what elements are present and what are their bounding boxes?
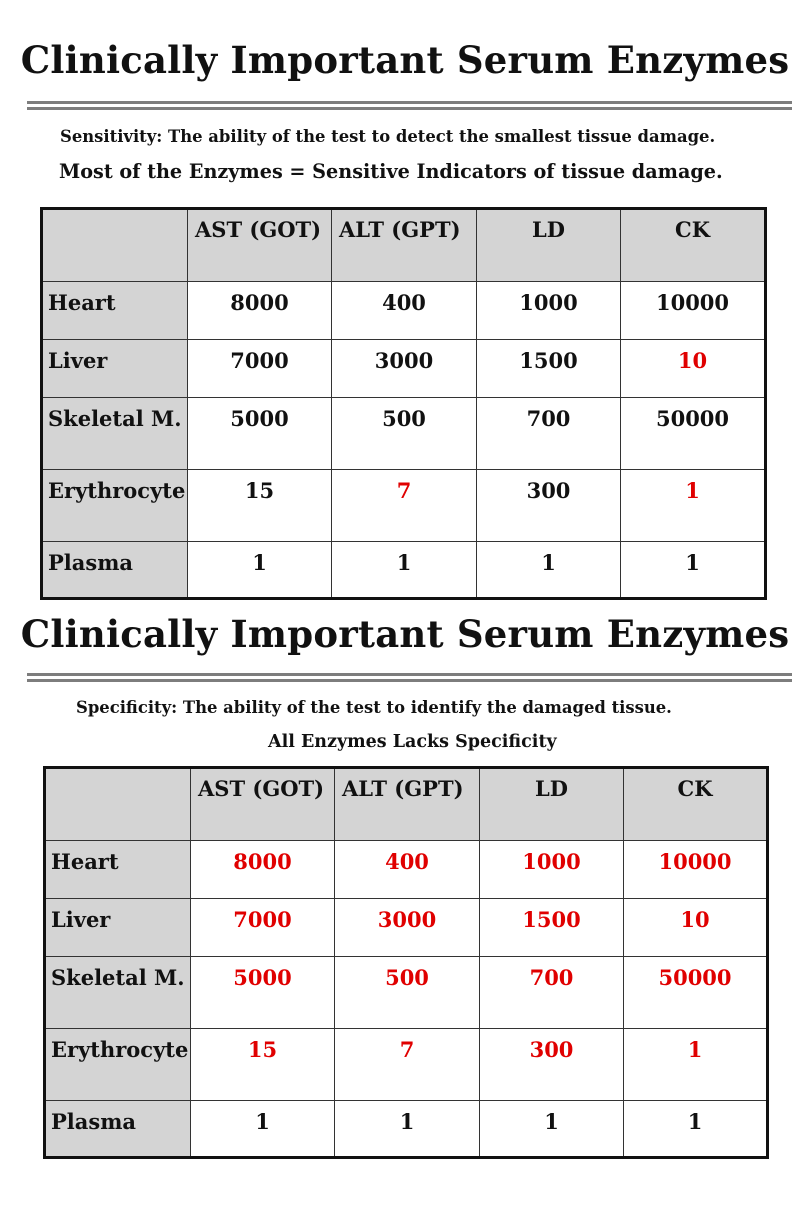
section1-sensitivity-definition: Sensitivity: The ability of the test to detect the smallest tissue damage.: [60, 127, 716, 146]
row-label-erythrocyte: Erythrocyte: [45, 1029, 191, 1101]
table-row: [45, 1101, 768, 1158]
value-cell: 700: [480, 957, 624, 1029]
value-cell: 10000: [624, 841, 768, 899]
value-cell: 10: [621, 340, 766, 398]
value-cell: 3000: [332, 340, 477, 398]
column-header-ast: AST (GOT): [188, 209, 332, 282]
section2-specificity-note: All Enzymes Lacks Specificity: [268, 732, 557, 752]
value-cell: 1: [621, 542, 766, 599]
value-cell: 1000: [480, 841, 624, 899]
table-header-row: [45, 768, 768, 841]
column-header-ld: LD: [477, 209, 621, 282]
section1-sensitivity-note: Most of the Enzymes = Sensitive Indicators of tissue damage.: [59, 160, 723, 183]
table-row: [45, 957, 768, 1029]
row-label-plasma: Plasma: [42, 542, 188, 599]
value-cell: 1: [191, 1101, 335, 1158]
value-cell: 50000: [624, 957, 768, 1029]
table-row: [42, 282, 766, 340]
table-corner-cell: [45, 768, 191, 841]
row-label-liver: Liver: [42, 340, 188, 398]
value-cell: 300: [477, 470, 621, 542]
column-header-ck: CK: [621, 209, 766, 282]
row-label-plasma: Plasma: [45, 1101, 191, 1158]
section1-divider: [27, 101, 792, 110]
table-row: [42, 398, 766, 470]
table-header-row: [42, 209, 766, 282]
value-cell: 1: [480, 1101, 624, 1158]
value-cell: 400: [335, 841, 480, 899]
section2-enzyme-table: [43, 766, 769, 1159]
value-cell: 3000: [335, 899, 480, 957]
row-label-skeletal-muscle: Skeletal M.: [42, 398, 188, 470]
row-label-heart: Heart: [42, 282, 188, 340]
value-cell: 1: [624, 1029, 768, 1101]
value-cell: 1: [332, 542, 477, 599]
value-cell: 1500: [477, 340, 621, 398]
table-row: [45, 899, 768, 957]
section2-specificity-definition: Specificity: The ability of the test to identify the damaged tissue.: [76, 698, 672, 717]
value-cell: 7000: [188, 340, 332, 398]
value-cell: 500: [332, 398, 477, 470]
value-cell: 15: [191, 1029, 335, 1101]
value-cell: 1500: [480, 899, 624, 957]
value-cell: 400: [332, 282, 477, 340]
value-cell: 1: [477, 542, 621, 599]
value-cell: 500: [335, 957, 480, 1029]
value-cell: 8000: [188, 282, 332, 340]
value-cell: 700: [477, 398, 621, 470]
value-cell: 8000: [191, 841, 335, 899]
row-label-skeletal-muscle: Skeletal M.: [45, 957, 191, 1029]
section2-divider: [27, 673, 792, 682]
value-cell: 10: [624, 899, 768, 957]
row-label-erythrocyte: Erythrocyte: [42, 470, 188, 542]
value-cell: 1000: [477, 282, 621, 340]
column-header-alt: ALT (GPT): [332, 209, 477, 282]
column-header-ld: LD: [480, 768, 624, 841]
value-cell: 7: [332, 470, 477, 542]
column-header-ck: CK: [624, 768, 768, 841]
table-row: [45, 841, 768, 899]
section1-title: Clinically Important Serum Enzymes: [20, 38, 790, 82]
value-cell: 1: [624, 1101, 768, 1158]
table-row: [42, 470, 766, 542]
value-cell: 15: [188, 470, 332, 542]
value-cell: 1: [621, 470, 766, 542]
section2-title: Clinically Important Serum Enzymes: [20, 612, 790, 656]
row-label-liver: Liver: [45, 899, 191, 957]
value-cell: 50000: [621, 398, 766, 470]
row-label-heart: Heart: [45, 841, 191, 899]
value-cell: 10000: [621, 282, 766, 340]
column-header-alt: ALT (GPT): [335, 768, 480, 841]
table-corner-cell: [42, 209, 188, 282]
table-row: [42, 542, 766, 599]
table-row: [45, 1029, 768, 1101]
value-cell: 1: [188, 542, 332, 599]
value-cell: 5000: [188, 398, 332, 470]
table-row: [42, 340, 766, 398]
column-header-ast: AST (GOT): [191, 768, 335, 841]
value-cell: 7000: [191, 899, 335, 957]
section1-enzyme-table: [40, 207, 767, 600]
value-cell: 300: [480, 1029, 624, 1101]
value-cell: 7: [335, 1029, 480, 1101]
value-cell: 5000: [191, 957, 335, 1029]
value-cell: 1: [335, 1101, 480, 1158]
